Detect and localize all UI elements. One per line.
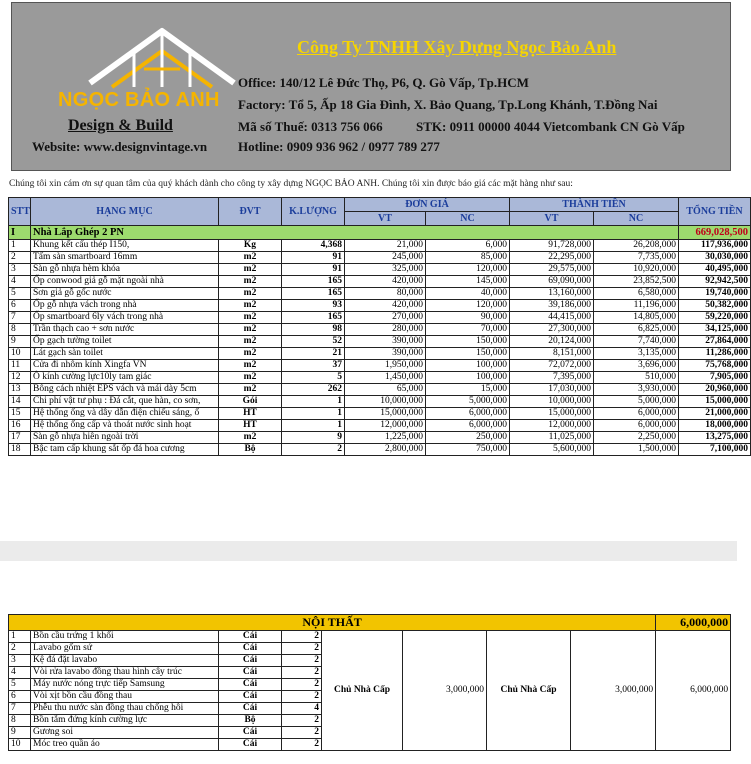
row-item: Khung kết cấu thép I150, [31,240,219,252]
row-quantity: 2 [282,667,322,679]
row-nc-price: 15,000 [426,384,510,396]
row-quantity: 165 [282,276,345,288]
row-vt-amount: 7,395,000 [510,372,594,384]
row-number: 9 [9,336,31,348]
row-nc-amount: 2,250,000 [594,432,679,444]
row-vt-price: 15,000,000 [345,408,426,420]
table-row [9,252,751,264]
row-vt-amount: 72,072,000 [510,360,594,372]
row-total: 19,740,000 [679,288,751,300]
header-amount: THÀNH TIỀN [510,198,679,212]
row-unit: Cái [219,631,282,643]
row-unit: m2 [219,324,282,336]
row-vt-price: 1,450,000 [345,372,426,384]
row-nc-amount: 3,135,000 [594,348,679,360]
row-nc-amount: 6,825,000 [594,324,679,336]
row-total: 18,000,000 [679,420,751,432]
row-quantity: 21 [282,348,345,360]
owner-supply-label: Chủ Nhà Cấp [487,631,571,751]
group-row [9,226,751,240]
row-item: Ô kính cường lực10ly tam giác [31,372,219,384]
row-item: Ốp gỗ nhựa vách trong nhà [31,300,219,312]
interior-total: 6,000,000 [656,615,731,631]
row-item: Vòi xịt bồn cầu đồng thau [31,691,219,703]
row-nc-amount: 11,196,000 [594,300,679,312]
row-number: 3 [9,264,31,276]
row-number: 10 [9,348,31,360]
logo-name: NGỌC BẢO ANH [58,89,220,111]
row-unit: m2 [219,360,282,372]
row-number: 7 [9,312,31,324]
row-number: 16 [9,420,31,432]
row-unit: Kg [219,240,282,252]
row-nc-price: 85,000 [426,252,510,264]
row-nc-amount: 7,740,000 [594,336,679,348]
row-unit: m2 [219,264,282,276]
table-row [9,240,751,252]
row-quantity: 4 [282,703,322,715]
row-number: 1 [9,631,31,643]
row-nc-price: 70,000 [426,324,510,336]
row-nc-price: 6,000,000 [426,408,510,420]
row-unit: HT [219,420,282,432]
row-unit: Cái [219,655,282,667]
row-total: 92,942,500 [679,276,751,288]
row-item: Bậc tam cấp khung sắt ốp đá hoa cương [31,444,219,456]
row-unit: Cái [219,679,282,691]
row-number: 17 [9,432,31,444]
row-unit: Cái [219,667,282,679]
house-roof-logo-icon [82,25,242,97]
page-break [0,541,737,561]
row-quantity: 4,368 [282,240,345,252]
row-nc-price: 40,000 [426,288,510,300]
row-total: 15,000,000 [679,396,751,408]
row-nc-amount: 14,805,000 [594,312,679,324]
table-row [9,420,751,432]
row-nc-amount: 1,500,000 [594,444,679,456]
row-unit: Bộ [219,715,282,727]
row-vt-amount: 91,728,000 [510,240,594,252]
row-number: 8 [9,715,31,727]
row-vt-price: 1,225,000 [345,432,426,444]
row-number: 10 [9,739,31,751]
row-quantity: 5 [282,372,345,384]
row-number: 8 [9,324,31,336]
row-nc-price: 120,000 [426,264,510,276]
row-quantity: 1 [282,420,345,432]
row-unit: m2 [219,384,282,396]
row-nc-price: 90,000 [426,312,510,324]
row-item: Phễu thu nước sàn đồng thau chống hôi [31,703,219,715]
row-number: 1 [9,240,31,252]
row-number: 3 [9,655,31,667]
row-item: Sàn gỗ nhựa hiên ngoài trời [31,432,219,444]
owner-price: 3,000,000 [571,631,656,751]
row-number: 7 [9,703,31,715]
row-number: 14 [9,396,31,408]
row-vt-price: 325,000 [345,264,426,276]
row-total: 13,275,000 [679,432,751,444]
row-unit: Cái [219,691,282,703]
table-row [9,444,751,456]
row-vt-amount: 69,090,000 [510,276,594,288]
company-name: Công Ty TNHH Xây Dựng Ngọc Bảo Anh [297,37,617,57]
table-row [9,264,751,276]
header-unit-price-vt: VT [345,212,426,226]
row-quantity: 165 [282,312,345,324]
row-total: 30,030,000 [679,252,751,264]
row-item: Ốp gạch tường toilet [31,336,219,348]
row-quantity: 262 [282,384,345,396]
row-quantity: 93 [282,300,345,312]
row-quantity: 91 [282,264,345,276]
row-nc-amount: 510,000 [594,372,679,384]
row-vt-price: 390,000 [345,336,426,348]
row-quantity: 2 [282,739,322,751]
row-item: Trần thạch cao + sơn nước [31,324,219,336]
logo-tagline: Design & Build [68,117,173,134]
row-vt-amount: 22,295,000 [510,252,594,264]
row-quantity: 2 [282,444,345,456]
intro-text: Chúng tôi xin cám ơn sự quan tâm của quý khách dành cho công ty xây dựng NGỌC BẢO ANH. Chúng tôi xin được báo giá các mặt hàng như sau: [9,179,573,189]
row-vt-amount: 11,025,000 [510,432,594,444]
row-item: Tấm sàn smartboard 16mm [31,252,219,264]
row-nc-price: 150,000 [426,336,510,348]
factory-address: Factory: Tổ 5, Ấp 18 Gia Đình, X. Bảo Quang, Tp.Long Khánh, T.Đồng Nai [238,97,658,112]
row-unit: m2 [219,300,282,312]
owner-supply-label: Chủ Nhà Cấp [322,631,403,751]
row-item: Lát gạch sàn toilet [31,348,219,360]
row-nc-amount: 26,208,000 [594,240,679,252]
row-unit: m2 [219,288,282,300]
row-item: Gương soi [31,727,219,739]
row-unit: Gói [219,396,282,408]
row-vt-price: 420,000 [345,300,426,312]
table-row [9,360,751,372]
group-name: Nhà Lắp Ghép 2 PN [31,226,679,240]
table-row [9,312,751,324]
table-row [9,372,751,384]
row-vt-price: 420,000 [345,276,426,288]
row-unit: m2 [219,432,282,444]
row-vt-price: 10,000,000 [345,396,426,408]
row-vt-price: 270,000 [345,312,426,324]
row-number: 13 [9,384,31,396]
row-vt-amount: 17,030,000 [510,384,594,396]
row-number: 6 [9,300,31,312]
row-item: Bồn tắm đứng kính cường lực [31,715,219,727]
header-quantity: K.LƯỢNG [282,198,345,226]
row-number: 9 [9,727,31,739]
table-row [9,408,751,420]
row-quantity: 9 [282,432,345,444]
row-nc-price: 120,000 [426,300,510,312]
row-unit: HT [219,408,282,420]
row-vt-price: 1,950,000 [345,360,426,372]
table-row [9,384,751,396]
row-total: 34,125,000 [679,324,751,336]
row-total: 11,286,000 [679,348,751,360]
row-vt-price: 21,000 [345,240,426,252]
row-quantity: 2 [282,643,322,655]
row-number: 6 [9,691,31,703]
row-vt-amount: 27,300,000 [510,324,594,336]
header-amount-nc: NC [594,212,679,226]
row-quantity: 1 [282,408,345,420]
row-vt-price: 80,000 [345,288,426,300]
header-stt: STT [9,198,31,226]
row-vt-amount: 12,000,000 [510,420,594,432]
row-quantity: 1 [282,396,345,408]
row-vt-price: 12,000,000 [345,420,426,432]
row-nc-amount: 6,580,000 [594,288,679,300]
row-total: 7,905,000 [679,372,751,384]
row-nc-price: 100,000 [426,360,510,372]
row-total: 75,768,000 [679,360,751,372]
interior-title: NỘI THẤT [9,615,656,631]
row-nc-amount: 7,735,000 [594,252,679,264]
row-unit: Bộ [219,444,282,456]
row-number: 4 [9,276,31,288]
row-nc-price: 150,000 [426,348,510,360]
table-row [9,432,751,444]
row-unit: m2 [219,252,282,264]
header-item: HẠNG MỤC [31,198,219,226]
company-header [11,2,731,171]
header-total: TỔNG TIỀN [679,198,751,226]
row-number: 4 [9,667,31,679]
row-vt-price: 280,000 [345,324,426,336]
row-nc-price: 750,000 [426,444,510,456]
row-total: 27,864,000 [679,336,751,348]
row-item: Cửa đi nhôm kính Xingfa VN [31,360,219,372]
row-total: 117,936,000 [679,240,751,252]
row-item: Móc treo quần áo [31,739,219,751]
row-item: Bông cách nhiệt EPS vách và mái dày 5cm [31,384,219,396]
row-vt-price: 2,800,000 [345,444,426,456]
row-nc-amount: 10,920,000 [594,264,679,276]
table-row [9,348,751,360]
owner-price: 3,000,000 [403,631,487,751]
row-item: Bồn cầu trứng 1 khối [31,631,219,643]
row-total: 50,382,000 [679,300,751,312]
row-vt-price: 245,000 [345,252,426,264]
row-number: 5 [9,288,31,300]
group-number: I [9,226,31,240]
row-total: 40,495,000 [679,264,751,276]
row-vt-amount: 29,575,000 [510,264,594,276]
row-item: Ốp smartboard 6ly vách trong nhà [31,312,219,324]
header-unit-price-nc: NC [426,212,510,226]
row-quantity: 91 [282,252,345,264]
bank-account: STK: 0911 00000 4044 Vietcombank CN Gò Vấp [416,119,685,134]
row-nc-amount: 5,000,000 [594,396,679,408]
row-nc-amount: 3,696,000 [594,360,679,372]
row-vt-price: 65,000 [345,384,426,396]
row-quantity: 165 [282,288,345,300]
row-number: 15 [9,408,31,420]
row-quantity: 52 [282,336,345,348]
row-quantity: 2 [282,727,322,739]
row-vt-amount: 15,000,000 [510,408,594,420]
header-unit: ĐVT [219,198,282,226]
row-nc-amount: 3,930,000 [594,384,679,396]
row-vt-amount: 5,600,000 [510,444,594,456]
row-total: 21,000,000 [679,408,751,420]
row-nc-price: 100,000 [426,372,510,384]
row-quantity: 37 [282,360,345,372]
row-nc-price: 6,000,000 [426,420,510,432]
interior-sum: 6,000,000 [656,631,731,751]
row-number: 2 [9,643,31,655]
row-quantity: 2 [282,631,322,643]
row-unit: Cái [219,643,282,655]
table-row [9,300,751,312]
interior-table [8,614,731,751]
row-item: Hệ thống ống cấp và thoát nước sinh hoạt [31,420,219,432]
row-nc-price: 250,000 [426,432,510,444]
quotation-table [8,197,751,456]
table-row [9,276,751,288]
company-website: Website: www.designvintage.vn [32,139,208,154]
row-item: Vòi rửa lavabo đồng thau hình cây trúc [31,667,219,679]
row-vt-amount: 20,124,000 [510,336,594,348]
list-item [9,631,731,643]
table-row [9,324,751,336]
row-total: 59,220,000 [679,312,751,324]
row-unit: Cái [219,739,282,751]
row-vt-amount: 10,000,000 [510,396,594,408]
row-number: 2 [9,252,31,264]
office-address: Office: 140/12 Lê Đức Thọ, P6, Q. Gò Vấp, Tp.HCM [238,75,529,90]
header-unit-price: ĐƠN GIÁ [345,198,510,212]
row-vt-amount: 44,415,000 [510,312,594,324]
row-number: 11 [9,360,31,372]
row-unit: m2 [219,372,282,384]
hotline: Hotline: 0909 936 962 / 0977 789 277 [238,139,440,154]
row-quantity: 2 [282,655,322,667]
table-row [9,396,751,408]
row-unit: m2 [219,312,282,324]
table-row [9,288,751,300]
row-unit: m2 [219,276,282,288]
row-vt-amount: 8,151,000 [510,348,594,360]
row-quantity: 2 [282,715,322,727]
row-nc-amount: 23,852,500 [594,276,679,288]
row-unit: Cái [219,703,282,715]
row-nc-amount: 6,000,000 [594,420,679,432]
row-item: Ốp conwood giả gỗ mặt ngoài nhà [31,276,219,288]
row-total: 7,100,000 [679,444,751,456]
interior-header-row [9,615,731,631]
row-quantity: 98 [282,324,345,336]
row-item: Kệ đá đặt lavabo [31,655,219,667]
row-item: Hệ thống ống và dây dẫn điện chiếu sáng, ổ [31,408,219,420]
row-item: Sơn giả gỗ gốc nước [31,288,219,300]
row-number: 12 [9,372,31,384]
row-vt-price: 390,000 [345,348,426,360]
row-item: Chi phí vật tư phụ : Đá cắt, que hàn, co sơn, [31,396,219,408]
row-number: 5 [9,679,31,691]
header-amount-vt: VT [510,212,594,226]
row-unit: m2 [219,348,282,360]
row-unit: m2 [219,336,282,348]
row-nc-price: 145,000 [426,276,510,288]
row-item: Sàn gỗ nhựa hèm khóa [31,264,219,276]
row-quantity: 2 [282,691,322,703]
row-number: 18 [9,444,31,456]
row-vt-amount: 39,186,000 [510,300,594,312]
row-unit: Cái [219,727,282,739]
row-vt-amount: 13,160,000 [510,288,594,300]
table-row [9,336,751,348]
tax-code: Mã số Thuế: 0313 756 066 [238,119,383,134]
row-item: Lavabo gốm sứ [31,643,219,655]
row-nc-amount: 6,000,000 [594,408,679,420]
row-total: 20,960,000 [679,384,751,396]
row-quantity: 2 [282,679,322,691]
row-nc-price: 5,000,000 [426,396,510,408]
row-item: Máy nước nóng trực tiếp Samsung [31,679,219,691]
row-nc-price: 6,000 [426,240,510,252]
group-total: 669,028,500 [679,226,751,240]
